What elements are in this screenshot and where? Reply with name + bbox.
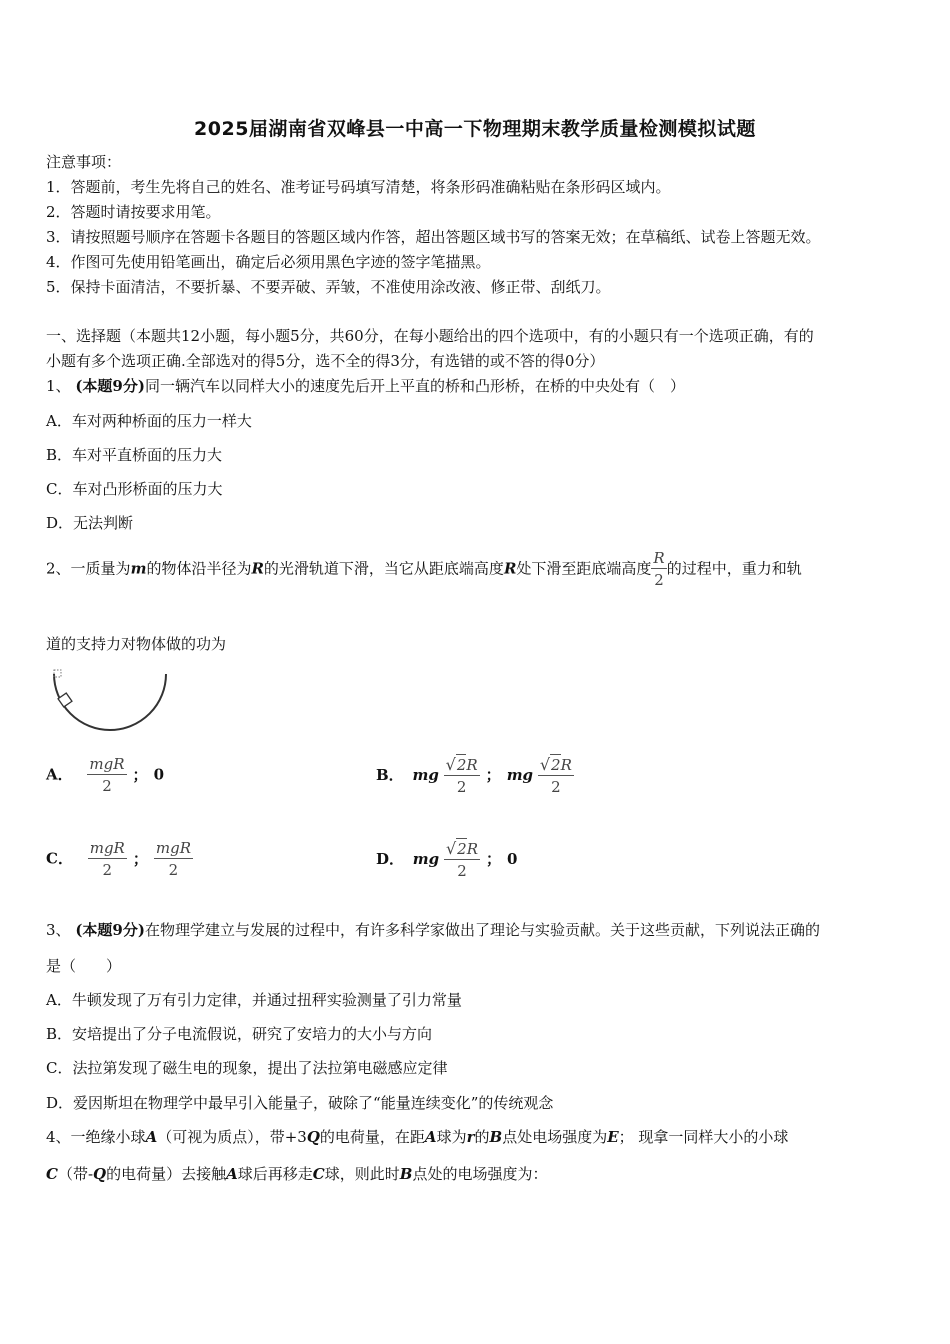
sqrt-sign: √ — [445, 839, 457, 858]
separator: ； — [132, 849, 148, 868]
var-mg: mg — [506, 766, 534, 784]
notice-item: 3．请按照题号顺序在答题卡各题目的答题区域内作答，超出答题区域书写的答案无效；在草稿纸、试卷上答题无效。 — [46, 228, 821, 246]
question-tag: (本题9分) — [75, 377, 145, 395]
notice-heading: 注意事项： — [46, 153, 122, 171]
question-text: 的 — [474, 1128, 490, 1146]
question-2-stem — [46, 548, 802, 591]
section-heading-line2: 小题有多个选项正确.全部选对的得5分，选不全的得3分，有选错的或不答的得0分） — [46, 352, 605, 370]
var-R: R — [560, 756, 572, 774]
var-Q: Q — [306, 1128, 320, 1146]
question-text: 点处的电场强度为： — [412, 1165, 548, 1183]
question-2-option-c — [46, 838, 193, 881]
question-text: （带- — [57, 1165, 94, 1183]
question-text: 球后再移走 — [237, 1165, 313, 1183]
var-E: E — [607, 1128, 619, 1146]
question-text: ； 现拿一同样大小的小球 — [618, 1128, 789, 1146]
option-label: C． — [46, 849, 73, 868]
value: 0 — [507, 850, 518, 868]
question-2-option-b — [376, 754, 574, 798]
exam-title: 2025届湖南省双峰县一中高一下物理期末教学质量检测模拟试题 — [194, 118, 756, 140]
question-text: 的物体沿半径为 — [146, 559, 252, 578]
var-A: A — [424, 1128, 437, 1146]
option-label: D． — [376, 850, 405, 868]
question-number: 1、 — [46, 377, 71, 395]
start-position-block — [54, 670, 61, 677]
var-mg: mg — [412, 766, 439, 784]
radicand: 2 — [551, 756, 561, 774]
question-text: 一质量为 — [70, 559, 131, 578]
question-number: 3、 — [46, 921, 71, 939]
var-C: C — [312, 1165, 325, 1183]
question-3-option-a: A．牛顿发现了万有引力定律，并通过扭秤实验测量了引力常量 — [46, 991, 462, 1009]
fraction-denominator: 2 — [538, 775, 574, 798]
fraction-numerator — [444, 838, 480, 859]
fraction-denominator: 2 — [154, 858, 193, 881]
var-R: R — [466, 840, 478, 858]
fraction-r-over-2 — [651, 548, 666, 591]
fraction-numerator — [444, 754, 480, 775]
question-1-option-d: D．无法判断 — [46, 514, 134, 532]
var-mg: mg — [412, 850, 440, 868]
sqrt-sign: √ — [445, 755, 456, 774]
var-R: R — [251, 559, 264, 578]
notice-item: 2．答题时请按要求用笔。 — [46, 203, 221, 221]
fraction-sqrt2r-over-2 — [444, 754, 480, 798]
question-text: 点处电场强度为 — [502, 1128, 608, 1146]
radicand: 2 — [456, 756, 467, 774]
question-1-option-b: B．车对平直桥面的压力大 — [46, 446, 223, 464]
var-A: A — [226, 1165, 238, 1183]
fraction-numerator: mgR — [89, 839, 125, 857]
fraction-sqrt2r-over-2 — [538, 754, 574, 798]
fraction-sqrt2r-over-2 — [444, 838, 480, 882]
question-3-option-c: C．法拉第发现了磁生电的现象，提出了法拉第电磁感应定律 — [46, 1059, 448, 1077]
question-tag: (本题9分) — [75, 921, 145, 939]
fraction-denominator: 2 — [444, 859, 480, 882]
notice-item: 1．答题前，考生先将自己的姓名、准考证号码填写清楚，将条形码准确粘贴在条形码区域内。 — [46, 178, 671, 196]
notice-item: 4．作图可先使用铅笔画出，确定后必须用黑色字迹的签字笔描黑。 — [46, 253, 491, 271]
question-4-stem-line2 — [46, 1164, 547, 1184]
question-3-option-b: B．安培提出了分子电流假说，研究了安培力的大小与方向 — [46, 1025, 433, 1043]
var-Q: Q — [93, 1165, 107, 1183]
separator: ； — [132, 765, 148, 784]
question-text: 球为 — [436, 1128, 467, 1146]
question-text: 球，则此时 — [324, 1165, 400, 1183]
question-text: 的过程中，重力和轨 — [666, 559, 802, 578]
question-3-stem — [46, 920, 820, 940]
radicand: 2 — [457, 840, 467, 858]
var-C: C — [46, 1165, 58, 1183]
question-3-stem-line2: 是（ ） — [46, 957, 122, 975]
var-B: B — [399, 1165, 413, 1183]
question-text: 一绝缘小球 — [70, 1128, 146, 1146]
var-R: R — [503, 559, 517, 578]
circular-track-figure — [50, 668, 174, 732]
question-number: 2、 — [46, 559, 71, 578]
var-A: A — [145, 1128, 158, 1146]
question-1-option-a: A．车对两种桥面的压力一样大 — [46, 412, 252, 430]
question-text: 在物理学建立与发展的过程中，有许多科学家做出了理论与实验贡献。关于这些贡献，下列说法正确的 — [144, 921, 820, 939]
fraction-numerator: mgR — [155, 839, 191, 857]
fraction — [87, 754, 126, 797]
var-r: r — [466, 1128, 475, 1146]
option-label: A． — [46, 765, 73, 784]
option-label: B． — [376, 766, 404, 784]
var-m: m — [130, 559, 147, 578]
question-2-option-a — [46, 754, 164, 797]
object-block — [58, 693, 72, 707]
question-text: 处下滑至距底端高度 — [516, 559, 652, 578]
fraction-denominator: 2 — [651, 568, 666, 591]
question-text: 同一辆汽车以同样大小的速度先后开上平直的桥和凸形桥，在桥的中央处有（ ） — [144, 377, 685, 395]
question-number: 4、 — [46, 1128, 71, 1146]
question-1-stem — [46, 376, 685, 396]
section-heading-line1: 一、选择题（本题共12小题，每小题5分，共60分，在每小题给出的四个选项中，有的小题只有一个选项正确，有的 — [46, 327, 814, 345]
fraction-denominator: 2 — [444, 775, 480, 798]
fraction — [154, 838, 193, 881]
question-2-option-d — [376, 838, 517, 882]
fraction-numerator: R — [653, 549, 665, 567]
fraction-numerator — [538, 754, 574, 775]
question-text: 的光滑轨道下滑，当它从距底端高度 — [263, 559, 504, 578]
question-text: 的电荷量，在距 — [319, 1128, 425, 1146]
fraction — [88, 838, 127, 881]
question-3-option-d: D．爱因斯坦在物理学中最早引入能量子，破除了“能量连续变化”的传统观念 — [46, 1094, 554, 1112]
question-text: （可视为质点），带+3 — [157, 1128, 307, 1146]
question-4-stem — [46, 1127, 788, 1147]
var-R: R — [466, 756, 478, 774]
sqrt-sign: √ — [539, 755, 551, 774]
notice-item: 5．保持卡面清洁，不要折暴、不要弄破、弄皱，不准使用涂改液、修正带、刮纸刀。 — [46, 278, 611, 296]
question-2-stem-line2: 道的支持力对物体做的功为 — [46, 635, 227, 653]
separator: ； — [486, 850, 502, 868]
question-text: 的电荷量）去接触 — [106, 1165, 227, 1183]
fraction-denominator: 2 — [87, 774, 126, 797]
question-1-option-c: C．车对凸形桥面的压力大 — [46, 480, 223, 498]
fraction-numerator: mgR — [89, 755, 125, 773]
fraction-denominator: 2 — [88, 858, 127, 881]
value: 0 — [153, 765, 164, 784]
separator: ； — [485, 766, 501, 784]
var-B: B — [489, 1128, 503, 1146]
